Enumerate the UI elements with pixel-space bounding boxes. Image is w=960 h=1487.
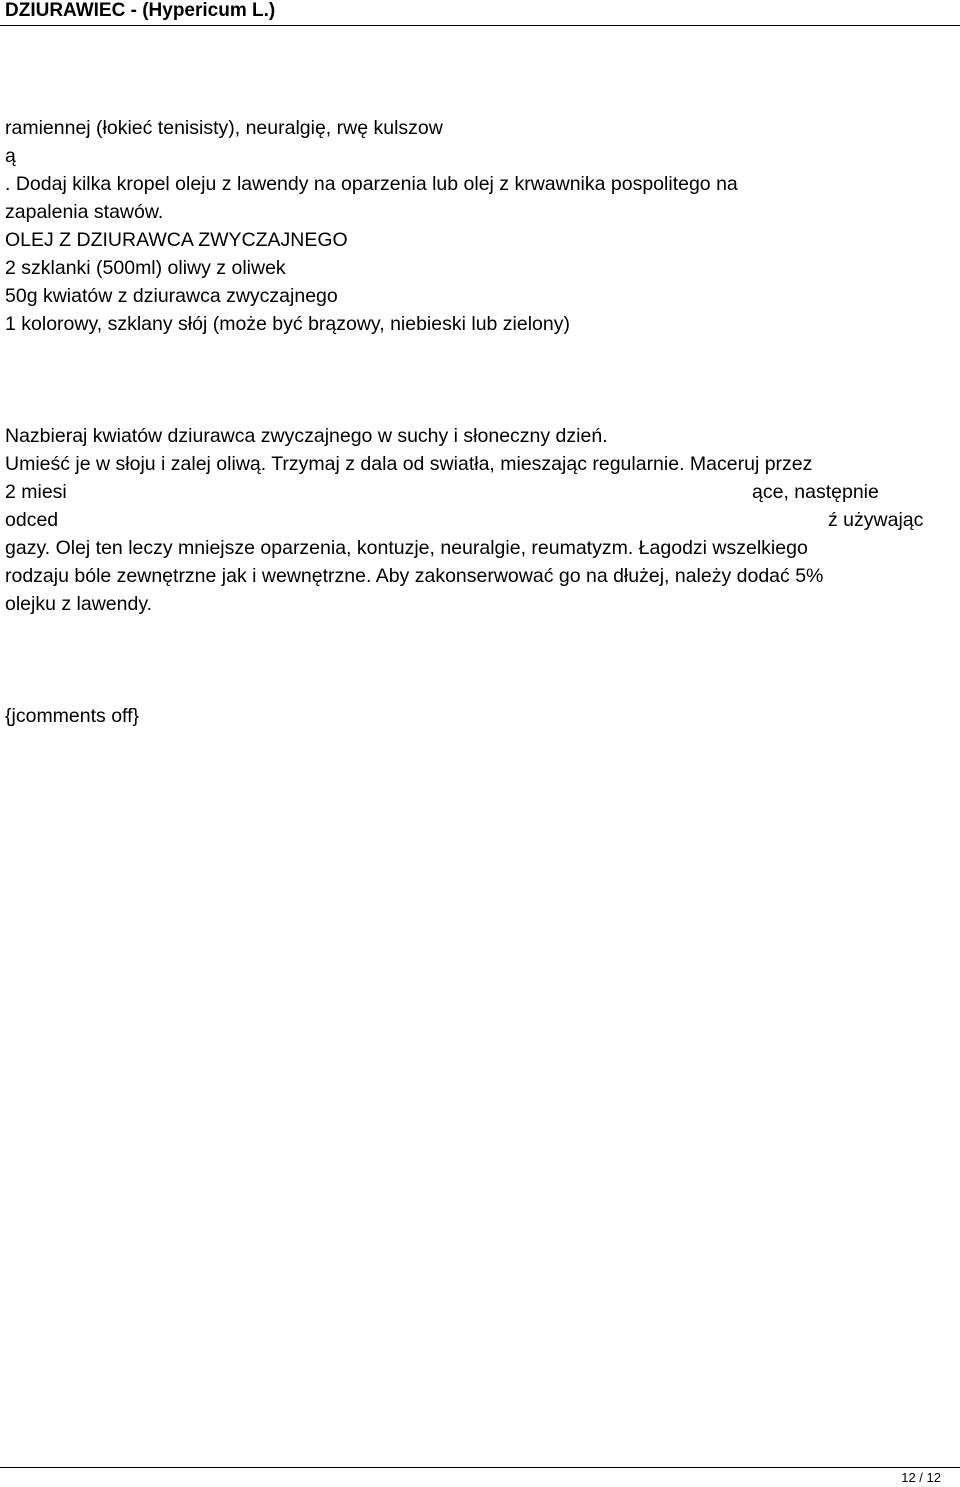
document-header-title: DZIURAWIEC - (Hypericum L.) [5,0,276,21]
text-line: . Dodaj kilka kropel oleju z lawendy na oparzenia lub olej z krwawnika pospolitego na [5,173,738,195]
ingredient-line: 50g kwiatów z dziurawca zwyczajnego [5,285,338,307]
footer-divider [0,1467,960,1468]
instruction-line: olejku z lawendy. [5,593,153,615]
page-number: 12 / 12 [901,1470,941,1485]
instruction-fragment: ź używając [828,509,924,531]
recipe-heading: OLEJ Z DZIURAWCA ZWYCZAJNEGO [5,229,348,251]
instruction-line: rodzaju bóle zewnętrzne jak i wewnętrzne. Aby zakonserwować go na dłużej, należy dodać 5% [5,565,824,587]
instruction-fragment: ące, następnie [752,481,879,503]
text-line: ą [5,145,16,167]
instruction-line: gazy. Olej ten leczy mniejsze oparzenia, kontuzje, neuralgie, reumatyzm. Łagodzi wszelkiego [5,537,808,559]
instruction-line: odced [5,509,59,531]
text-line: ramiennej (łokieć tenisisty), neuralgię, rwę kulszow [5,117,443,139]
instruction-line: Nazbieraj kwiatów dziurawca zwyczajnego w suchy i słoneczny dzień. [5,425,608,447]
header-divider [0,25,960,26]
instruction-line: Umieść je w słoju i zalej oliwą. Trzymaj z dala od swiatła, mieszając regularnie. Maceruj przez [5,453,813,475]
text-line: zapalenia stawów. [5,201,164,223]
jcomments-tag: {jcomments off} [5,705,140,727]
ingredient-line: 1 kolorowy, szklany słój (może być brązowy, niebieski lub zielony) [5,313,570,335]
instruction-line: 2 miesi [5,481,67,503]
ingredient-line: 2 szklanki (500ml) oliwy z oliwek [5,257,286,279]
